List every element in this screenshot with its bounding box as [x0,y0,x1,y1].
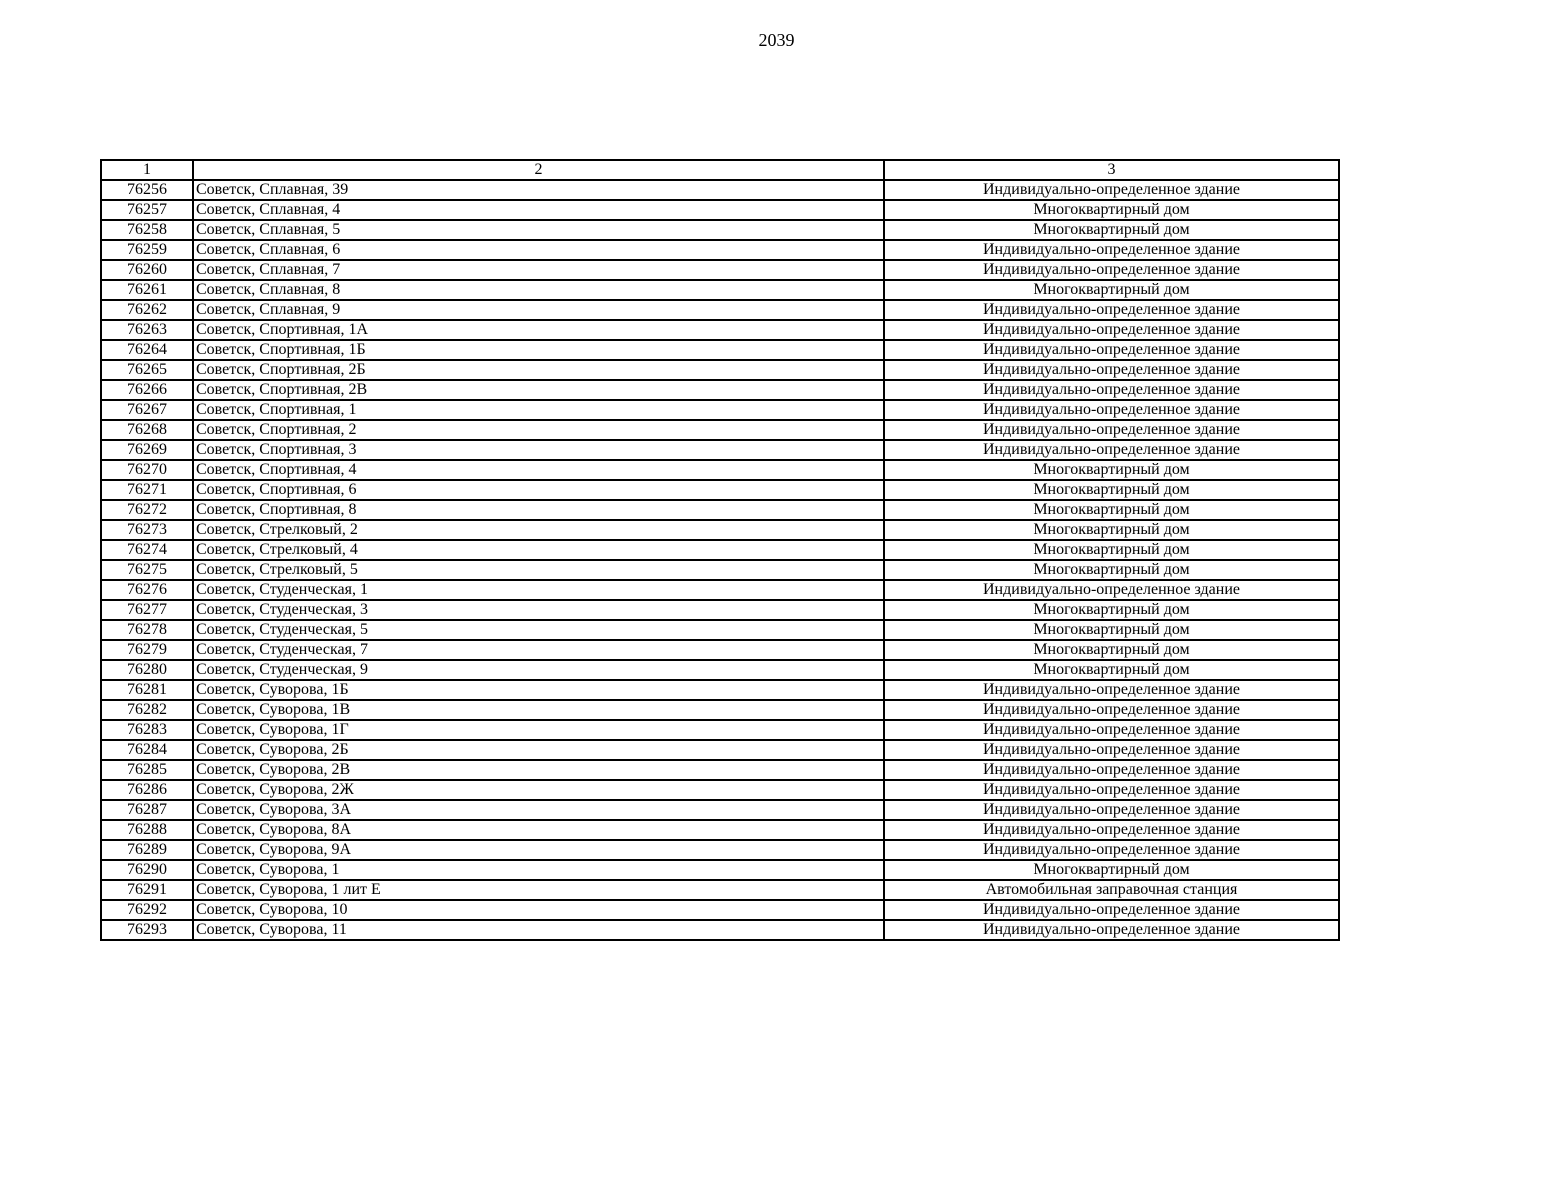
cell-record-number: 76284 [101,740,193,760]
cell-object-type: Индивидуально-определенное здание [884,240,1339,260]
table-row [101,740,1339,760]
cell-record-number: 76272 [101,500,193,520]
column-header-1: 1 [101,160,193,180]
cell-record-number: 76258 [101,220,193,240]
cell-address: Советск, Суворова, 1 [193,860,884,880]
cell-address: Советск, Спортивная, 1А [193,320,884,340]
cell-address: Советск, Суворова, 2В [193,760,884,780]
cell-address: Советск, Спортивная, 6 [193,480,884,500]
table-row [101,900,1339,920]
table-row [101,220,1339,240]
cell-record-number: 76269 [101,440,193,460]
cell-address: Советск, Суворова, 9А [193,840,884,860]
cell-record-number: 76257 [101,200,193,220]
cell-record-number: 76292 [101,900,193,920]
table-row [101,580,1339,600]
cell-object-type: Многоквартирный дом [884,860,1339,880]
cell-record-number: 76263 [101,320,193,340]
cell-object-type: Индивидуально-определенное здание [884,340,1339,360]
cell-record-number: 76276 [101,580,193,600]
cell-object-type: Индивидуально-определенное здание [884,740,1339,760]
table-row [101,660,1339,680]
table-header-row [101,160,1339,180]
table-row [101,240,1339,260]
cell-record-number: 76262 [101,300,193,320]
cell-address: Советск, Стрелковый, 4 [193,540,884,560]
cell-object-type: Многоквартирный дом [884,560,1339,580]
cell-object-type: Многоквартирный дом [884,660,1339,680]
table-row [101,820,1339,840]
cell-record-number: 76274 [101,540,193,560]
cell-record-number: 76282 [101,700,193,720]
table-row [101,560,1339,580]
cell-object-type: Индивидуально-определенное здание [884,420,1339,440]
cell-object-type: Многоквартирный дом [884,280,1339,300]
cell-record-number: 76278 [101,620,193,640]
cell-address: Советск, Стрелковый, 5 [193,560,884,580]
cell-record-number: 76285 [101,760,193,780]
cell-record-number: 76279 [101,640,193,660]
cell-address: Советск, Спортивная, 1 [193,400,884,420]
cell-object-type: Многоквартирный дом [884,220,1339,240]
cell-record-number: 76265 [101,360,193,380]
table-row [101,640,1339,660]
cell-address: Советск, Сплавная, 4 [193,200,884,220]
cell-object-type: Индивидуально-определенное здание [884,720,1339,740]
column-header-3: 3 [884,160,1339,180]
cell-record-number: 76280 [101,660,193,680]
cell-record-number: 76268 [101,420,193,440]
cell-record-number: 76264 [101,340,193,360]
cell-object-type: Индивидуально-определенное здание [884,800,1339,820]
table-row [101,720,1339,740]
cell-address: Советск, Сплавная, 7 [193,260,884,280]
cell-object-type: Индивидуально-определенное здание [884,900,1339,920]
cell-record-number: 76273 [101,520,193,540]
cell-record-number: 76288 [101,820,193,840]
cell-object-type: Многоквартирный дом [884,200,1339,220]
cell-address: Советск, Сплавная, 5 [193,220,884,240]
cell-object-type: Многоквартирный дом [884,540,1339,560]
column-header-2: 2 [193,160,884,180]
cell-address: Советск, Суворова, 1 лит Е [193,880,884,900]
table-body [101,180,1339,940]
cell-address: Советск, Студенческая, 7 [193,640,884,660]
cell-address: Советск, Спортивная, 1Б [193,340,884,360]
table-row [101,500,1339,520]
cell-record-number: 76267 [101,400,193,420]
cell-address: Советск, Спортивная, 4 [193,460,884,480]
cell-object-type: Автомобильная заправочная станция [884,880,1339,900]
cell-record-number: 76275 [101,560,193,580]
cell-record-number: 76270 [101,460,193,480]
table-row [101,780,1339,800]
cell-object-type: Многоквартирный дом [884,620,1339,640]
cell-object-type: Индивидуально-определенное здание [884,700,1339,720]
cell-address: Советск, Суворова, 10 [193,900,884,920]
cell-address: Советск, Студенческая, 1 [193,580,884,600]
cell-record-number: 76277 [101,600,193,620]
cell-address: Советск, Суворова, 2Б [193,740,884,760]
table-row [101,380,1339,400]
cell-address: Советск, Суворова, 8А [193,820,884,840]
table-row [101,260,1339,280]
cell-object-type: Индивидуально-определенное здание [884,780,1339,800]
cell-address: Советск, Спортивная, 2 [193,420,884,440]
cell-record-number: 76271 [101,480,193,500]
table-row [101,320,1339,340]
cell-object-type: Индивидуально-определенное здание [884,300,1339,320]
table-row [101,760,1339,780]
cell-record-number: 76289 [101,840,193,860]
cell-object-type: Индивидуально-определенное здание [884,840,1339,860]
cell-object-type: Индивидуально-определенное здание [884,380,1339,400]
registry-table [100,159,1340,941]
cell-object-type: Индивидуально-определенное здание [884,680,1339,700]
cell-object-type: Индивидуально-определенное здание [884,360,1339,380]
cell-object-type: Индивидуально-определенное здание [884,920,1339,940]
cell-address: Советск, Сплавная, 9 [193,300,884,320]
cell-record-number: 76287 [101,800,193,820]
cell-record-number: 76256 [101,180,193,200]
table-row [101,460,1339,480]
cell-object-type: Индивидуально-определенное здание [884,760,1339,780]
cell-record-number: 76281 [101,680,193,700]
cell-object-type: Индивидуально-определенное здание [884,400,1339,420]
cell-object-type: Индивидуально-определенное здание [884,260,1339,280]
cell-address: Советск, Сплавная, 8 [193,280,884,300]
cell-object-type: Многоквартирный дом [884,500,1339,520]
cell-address: Советск, Спортивная, 2В [193,380,884,400]
table-row [101,360,1339,380]
cell-object-type: Индивидуально-определенное здание [884,820,1339,840]
table-row [101,920,1339,940]
cell-address: Советск, Сплавная, 6 [193,240,884,260]
cell-address: Советск, Стрелковый, 2 [193,520,884,540]
cell-record-number: 76261 [101,280,193,300]
table-row [101,880,1339,900]
cell-object-type: Индивидуально-определенное здание [884,320,1339,340]
cell-address: Советск, Суворова, 1В [193,700,884,720]
cell-address: Советск, Студенческая, 3 [193,600,884,620]
table-row [101,520,1339,540]
cell-address: Советск, Студенческая, 5 [193,620,884,640]
table-row [101,600,1339,620]
table-row [101,340,1339,360]
table-row [101,280,1339,300]
cell-object-type: Многоквартирный дом [884,480,1339,500]
cell-object-type: Индивидуально-определенное здание [884,440,1339,460]
cell-object-type: Многоквартирный дом [884,640,1339,660]
cell-object-type: Многоквартирный дом [884,600,1339,620]
cell-object-type: Индивидуально-определенное здание [884,580,1339,600]
cell-address: Советск, Суворова, 3А [193,800,884,820]
cell-object-type: Многоквартирный дом [884,460,1339,480]
cell-record-number: 76266 [101,380,193,400]
page-number: 2039 [758,30,795,50]
table-row [101,400,1339,420]
cell-address: Советск, Спортивная, 3 [193,440,884,460]
table-row [101,620,1339,640]
table-row [101,440,1339,460]
cell-record-number: 76291 [101,880,193,900]
cell-address: Советск, Сплавная, 39 [193,180,884,200]
cell-record-number: 76290 [101,860,193,880]
cell-object-type: Индивидуально-определенное здание [884,180,1339,200]
cell-address: Советск, Суворова, 1Б [193,680,884,700]
cell-object-type: Многоквартирный дом [884,520,1339,540]
table-row [101,480,1339,500]
cell-record-number: 76293 [101,920,193,940]
cell-address: Советск, Суворова, 1Г [193,720,884,740]
cell-address: Советск, Суворова, 2Ж [193,780,884,800]
table-row [101,300,1339,320]
table-row [101,680,1339,700]
cell-record-number: 76260 [101,260,193,280]
cell-address: Советск, Спортивная, 2Б [193,360,884,380]
cell-record-number: 76286 [101,780,193,800]
table-row [101,420,1339,440]
cell-address: Советск, Суворова, 11 [193,920,884,940]
table-row [101,200,1339,220]
table-row [101,840,1339,860]
cell-address: Советск, Спортивная, 8 [193,500,884,520]
table-row [101,540,1339,560]
cell-record-number: 76259 [101,240,193,260]
table-row [101,860,1339,880]
cell-address: Советск, Студенческая, 9 [193,660,884,680]
cell-record-number: 76283 [101,720,193,740]
table-row [101,800,1339,820]
table-row [101,180,1339,200]
table-row [101,700,1339,720]
